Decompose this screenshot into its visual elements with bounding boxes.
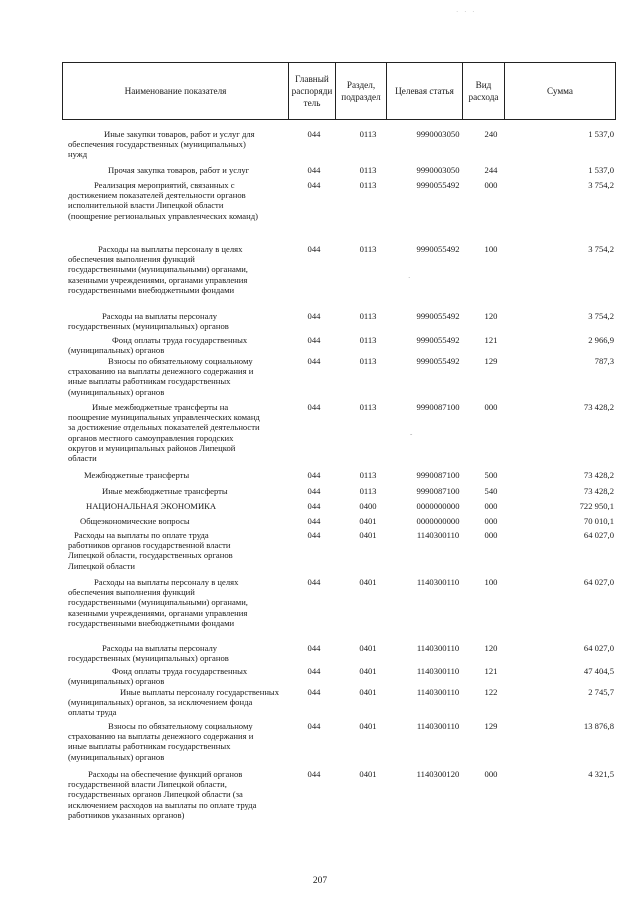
row-name bbox=[68, 311, 280, 331]
row-celevaya: 9990055492 bbox=[416, 356, 460, 366]
row-razdel: 0113 bbox=[359, 165, 377, 175]
row-name-line: обеспечения выполнения функций bbox=[68, 254, 195, 265]
row-name-line: Взносы по обязательному социальному bbox=[108, 356, 253, 366]
row-name-line: государственной власти Липецкой области, bbox=[68, 779, 227, 790]
row-grbs: 044 bbox=[307, 643, 321, 653]
row-name-line: обеспечения государственных (муниципальных) bbox=[68, 139, 246, 150]
header-razdel: Раздел, подраздел bbox=[336, 63, 387, 119]
row-summa: 64 027,0 bbox=[583, 577, 614, 587]
row-vid: 100 bbox=[484, 577, 498, 587]
scan-speck: - bbox=[410, 430, 413, 438]
row-name-line: Взносы по обязательному социальному bbox=[108, 721, 253, 731]
row-name bbox=[68, 244, 280, 295]
row-name-line: Липецкой области, государственных органов bbox=[68, 550, 233, 561]
row-name-line: государственных (муниципальных) органов bbox=[68, 653, 229, 664]
row-name-line: Фонд оплаты труда государственных bbox=[112, 666, 248, 676]
row-name-line: Иные выплаты персоналу государственных bbox=[120, 687, 279, 697]
row-summa: 4 321,5 bbox=[588, 769, 614, 779]
row-grbs: 044 bbox=[307, 666, 321, 676]
header-grbs: Главный распоряди тель bbox=[289, 63, 336, 119]
row-summa: 787,3 bbox=[594, 356, 614, 366]
row-summa: 2 966,9 bbox=[588, 335, 614, 345]
row-celevaya: 9990003050 bbox=[416, 165, 460, 175]
row-name-line: Иные межбюджетные трансферты на bbox=[92, 402, 229, 412]
row-summa: 64 027,0 bbox=[583, 643, 614, 653]
row-vid: 000 bbox=[484, 516, 498, 526]
row-razdel: 0401 bbox=[359, 721, 377, 731]
row-grbs: 044 bbox=[307, 180, 321, 190]
row-name-line: Липецкой области bbox=[68, 560, 135, 571]
row-name-line: Межбюджетные трансферты bbox=[84, 470, 190, 480]
row-summa: 64 027,0 bbox=[583, 530, 614, 540]
row-celevaya: 1140300110 bbox=[416, 577, 460, 587]
row-name-line: Расходы на выплаты по оплате труда bbox=[74, 530, 209, 540]
row-name bbox=[68, 335, 280, 355]
row-summa: 2 745,7 bbox=[588, 687, 614, 697]
row-summa: 73 428,2 bbox=[583, 402, 614, 412]
row-grbs: 044 bbox=[307, 769, 321, 779]
row-name-line: казенными учреждениями, органами управления bbox=[68, 274, 248, 285]
row-razdel: 0400 bbox=[359, 501, 377, 511]
row-name-line: иные выплаты работникам государственных bbox=[68, 741, 231, 752]
row-name-line: Иные закупки товаров, работ и услуг для bbox=[104, 129, 255, 139]
row-celevaya: 0000000000 bbox=[416, 501, 460, 511]
row-vid: 120 bbox=[484, 643, 498, 653]
row-razdel: 0401 bbox=[359, 643, 377, 653]
row-summa: 1 537,0 bbox=[588, 165, 614, 175]
row-name-line: (поощрение региональных управленческих команд) bbox=[68, 210, 258, 221]
row-name-line: государственных (муниципальных) органов bbox=[68, 321, 229, 332]
row-vid: 129 bbox=[484, 721, 498, 731]
row-grbs: 044 bbox=[307, 244, 321, 254]
row-name bbox=[68, 470, 280, 480]
row-name bbox=[68, 721, 280, 762]
row-name-line: Реализация мероприятий, связанных с bbox=[94, 180, 235, 190]
row-name-line: достижением показателей деятельности органов bbox=[68, 190, 246, 201]
row-name bbox=[68, 356, 280, 397]
row-summa: 3 754,2 bbox=[588, 311, 614, 321]
page-number: 207 bbox=[312, 876, 328, 886]
row-vid: 240 bbox=[484, 129, 498, 139]
row-grbs: 044 bbox=[307, 470, 321, 480]
row-vid: 100 bbox=[484, 244, 498, 254]
row-vid: 129 bbox=[484, 356, 498, 366]
row-name-line: НАЦИОНАЛЬНАЯ ЭКОНОМИКА bbox=[86, 501, 217, 511]
row-grbs: 044 bbox=[307, 486, 321, 496]
row-name bbox=[68, 769, 280, 820]
row-celevaya: 1140300110 bbox=[416, 721, 460, 731]
row-celevaya: 9990055492 bbox=[416, 311, 460, 321]
row-razdel: 0113 bbox=[359, 335, 377, 345]
row-name-line: государственными внебюджетными фондами bbox=[68, 284, 235, 295]
row-vid: 540 bbox=[484, 486, 498, 496]
row-name-line: работников органов государственной власти bbox=[68, 540, 231, 551]
row-grbs: 044 bbox=[307, 402, 321, 412]
scan-speck: · bbox=[408, 274, 411, 282]
row-name-line: Расходы на обеспечение функций органов bbox=[88, 769, 243, 779]
row-name-line: области bbox=[68, 453, 97, 464]
row-celevaya: 9990055492 bbox=[416, 335, 460, 345]
row-name-line: страхованию на выплаты денежного содержания и bbox=[68, 731, 254, 742]
row-celevaya: 1140300120 bbox=[416, 769, 460, 779]
row-grbs: 044 bbox=[307, 335, 321, 345]
row-grbs: 044 bbox=[307, 721, 321, 731]
row-name-line: страхованию на выплаты денежного содержания и bbox=[68, 366, 254, 377]
row-razdel: 0113 bbox=[359, 311, 377, 321]
row-name-line: (муниципальных) органов bbox=[68, 751, 165, 762]
row-grbs: 044 bbox=[307, 356, 321, 366]
row-celevaya: 1140300110 bbox=[416, 530, 460, 540]
row-name bbox=[68, 516, 280, 526]
row-summa: 722 950,1 bbox=[579, 501, 614, 511]
row-vid: 500 bbox=[484, 470, 498, 480]
row-celevaya: 9990003050 bbox=[416, 129, 460, 139]
row-name-line: Иные межбюджетные трансферты bbox=[102, 486, 228, 496]
row-name bbox=[68, 180, 280, 221]
row-name bbox=[68, 501, 280, 511]
row-vid: 000 bbox=[484, 402, 498, 412]
row-vid: 000 bbox=[484, 769, 498, 779]
row-celevaya: 1140300110 bbox=[416, 666, 460, 676]
row-name-line: обеспечения выполнения функций bbox=[68, 587, 195, 598]
row-summa: 70 010,1 bbox=[583, 516, 614, 526]
row-grbs: 044 bbox=[307, 577, 321, 587]
row-summa: 3 754,2 bbox=[588, 244, 614, 254]
row-razdel: 0113 bbox=[359, 244, 377, 254]
row-name-line: работников указанных органов) bbox=[68, 809, 185, 820]
row-celevaya: 9990055492 bbox=[416, 180, 460, 190]
row-name-line: исключением расходов на выплаты по оплате труда bbox=[68, 799, 257, 810]
row-razdel: 0401 bbox=[359, 687, 377, 697]
row-summa: 47 404,5 bbox=[583, 666, 614, 676]
row-name-line: государственными (муниципальными) органами, bbox=[68, 597, 248, 608]
row-name-line: иные выплаты работникам государственных bbox=[68, 376, 231, 387]
row-grbs: 044 bbox=[307, 516, 321, 526]
header-name: Наименование показателя bbox=[63, 63, 289, 119]
row-grbs: 044 bbox=[307, 129, 321, 139]
row-name bbox=[68, 643, 280, 663]
row-razdel: 0401 bbox=[359, 516, 377, 526]
row-name-line: казенными учреждениями, органами управления bbox=[68, 607, 248, 618]
row-summa: 73 428,2 bbox=[583, 470, 614, 480]
row-name-line: Прочая закупка товаров, работ и услуг bbox=[108, 165, 250, 175]
row-grbs: 044 bbox=[307, 165, 321, 175]
row-name-line: оплаты труда bbox=[68, 707, 117, 718]
row-name-line: округов и муниципальных районов Липецкой bbox=[68, 442, 236, 453]
row-razdel: 0401 bbox=[359, 666, 377, 676]
row-name-line: (муниципальных) органов bbox=[68, 386, 165, 397]
row-vid: 000 bbox=[484, 501, 498, 511]
row-grbs: 044 bbox=[307, 530, 321, 540]
row-name-line: органов местного самоуправления городских bbox=[68, 432, 234, 443]
row-razdel: 0113 bbox=[359, 402, 377, 412]
row-vid: 000 bbox=[484, 530, 498, 540]
row-vid: 000 bbox=[484, 180, 498, 190]
row-name-line: поощрение муниципальных управленческих команд bbox=[68, 412, 260, 423]
row-name bbox=[68, 486, 280, 496]
row-celevaya: 9990087100 bbox=[416, 470, 460, 480]
row-summa: 73 428,2 bbox=[583, 486, 614, 496]
scan-artifact-dots: · · · bbox=[456, 8, 477, 16]
row-name bbox=[68, 666, 280, 686]
row-name-line: (муниципальных) органов, за исключением фонда bbox=[68, 697, 253, 708]
row-vid: 122 bbox=[484, 687, 498, 697]
row-name bbox=[68, 687, 280, 718]
row-vid: 121 bbox=[484, 666, 498, 676]
row-name-line: Расходы на выплаты персоналу в целях bbox=[94, 577, 239, 587]
row-razdel: 0401 bbox=[359, 769, 377, 779]
row-summa: 13 876,8 bbox=[583, 721, 614, 731]
row-celevaya: 9990087100 bbox=[416, 486, 460, 496]
row-razdel: 0401 bbox=[359, 577, 377, 587]
row-summa: 3 754,2 bbox=[588, 180, 614, 190]
row-razdel: 0113 bbox=[359, 470, 377, 480]
row-razdel: 0113 bbox=[359, 356, 377, 366]
row-name-line: государственными (муниципальными) органами, bbox=[68, 264, 248, 275]
row-name-line: Расходы на выплаты персоналу в целях bbox=[98, 244, 243, 254]
row-razdel: 0401 bbox=[359, 530, 377, 540]
row-name-line: Расходы на выплаты персоналу bbox=[102, 311, 218, 321]
row-vid: 244 bbox=[484, 165, 498, 175]
row-name bbox=[68, 530, 280, 571]
row-name-line: исполнительной власти Липецкой области bbox=[68, 200, 224, 211]
row-celevaya: 9990055492 bbox=[416, 244, 460, 254]
row-name-line: Расходы на выплаты персоналу bbox=[102, 643, 218, 653]
row-vid: 120 bbox=[484, 311, 498, 321]
row-name bbox=[68, 577, 280, 628]
row-grbs: 044 bbox=[307, 501, 321, 511]
row-name bbox=[68, 165, 280, 175]
row-summa: 1 537,0 bbox=[588, 129, 614, 139]
row-name-line: государственных органов Липецкой области (за bbox=[68, 789, 243, 800]
row-name bbox=[68, 402, 280, 463]
row-name-line: Фонд оплаты труда государственных bbox=[112, 335, 248, 345]
row-name-line: (муниципальных) органов bbox=[68, 676, 165, 687]
header-celevaya: Целевая статья bbox=[387, 63, 463, 119]
row-razdel: 0113 bbox=[359, 486, 377, 496]
row-name-line: (муниципальных) органов bbox=[68, 345, 165, 356]
header-vid: Вид расхода bbox=[463, 63, 505, 119]
row-name-line: государственными внебюджетными фондами bbox=[68, 617, 235, 628]
row-razdel: 0113 bbox=[359, 129, 377, 139]
row-razdel: 0113 bbox=[359, 180, 377, 190]
row-celevaya: 1140300110 bbox=[416, 643, 460, 653]
row-name bbox=[68, 129, 280, 160]
row-vid: 121 bbox=[484, 335, 498, 345]
header-summa: Сумма bbox=[546, 86, 573, 96]
row-celevaya: 9990087100 bbox=[416, 402, 460, 412]
row-grbs: 044 bbox=[307, 311, 321, 321]
row-celevaya: 0000000000 bbox=[416, 516, 460, 526]
row-name-line: за достижение отдельных показателей деятельности bbox=[68, 422, 260, 433]
row-grbs: 044 bbox=[307, 687, 321, 697]
row-celevaya: 1140300110 bbox=[416, 687, 460, 697]
row-name-line: Общеэкономические вопросы bbox=[80, 516, 190, 526]
row-name-line: нужд bbox=[68, 149, 88, 160]
